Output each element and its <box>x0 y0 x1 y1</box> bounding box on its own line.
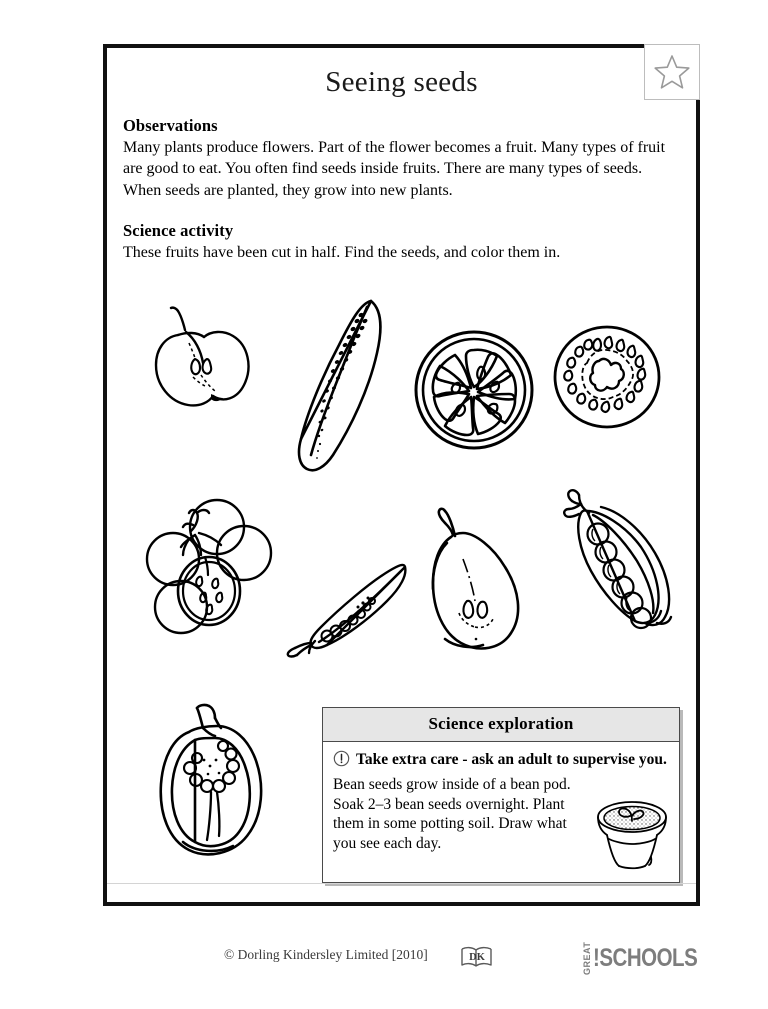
star-icon <box>652 52 692 92</box>
greatschools-main-text: !SCHOOLS <box>593 943 698 972</box>
potted-seedling-icon <box>593 795 671 876</box>
science-activity-body: These fruits have been cut in half. Find the seeds, and color them in. <box>123 243 561 261</box>
warning-line <box>333 750 669 772</box>
science-exploration-header: Science exploration <box>323 708 679 742</box>
worksheet-page <box>103 44 700 906</box>
tomato-slice-illustration <box>547 319 667 439</box>
orange-slice-illustration <box>409 325 539 455</box>
copyright-text: © Dorling Kindersley Limited [2010] <box>224 947 428 962</box>
observations-heading: Observations <box>123 116 218 135</box>
bell-pepper-half-illustration <box>147 696 287 876</box>
pea-pod-illustration <box>535 481 685 656</box>
warning-exclamation-icon <box>333 750 350 772</box>
greatschools-logo <box>582 941 720 975</box>
section-spacer <box>123 201 680 221</box>
pear-half-illustration <box>415 501 540 661</box>
dk-book-logo-icon <box>460 944 494 975</box>
apple-half-illustration <box>145 299 260 419</box>
cucumber-half-illustration <box>289 287 399 487</box>
page-bottom-rule <box>107 883 696 884</box>
fruit-illustration-grid <box>117 283 686 683</box>
dk-logo-text: DK <box>469 952 485 963</box>
text-column <box>123 116 680 263</box>
science-exploration-body <box>323 742 679 882</box>
science-exploration-box <box>322 707 680 883</box>
worksheet-page-inner <box>107 48 696 902</box>
star-badge <box>644 44 700 100</box>
observations-body: Many plants produce flowers. Part of the flower becomes a fruit. Many types of fruit are good to eat. You often find seeds inside fruits. There are many types of seeds. When seeds are planted, they grow into new plants. <box>123 139 666 199</box>
grapes-illustration <box>137 495 277 640</box>
warning-text: Take extra care - ask an adult to supervise you. <box>356 751 667 768</box>
greatschools-great-text: GREAT <box>582 941 592 975</box>
page-footer <box>0 941 768 984</box>
exploration-instructions: Bean seeds grow inside of a bean pod. Soak 2–3 bean seeds overnight. Plant them in some potting soil. Draw what you see each day. <box>333 776 571 852</box>
page-title: Seeing seeds <box>325 66 478 98</box>
chili-pepper-illustration <box>277 545 422 665</box>
science-activity-heading: Science activity <box>123 220 234 240</box>
